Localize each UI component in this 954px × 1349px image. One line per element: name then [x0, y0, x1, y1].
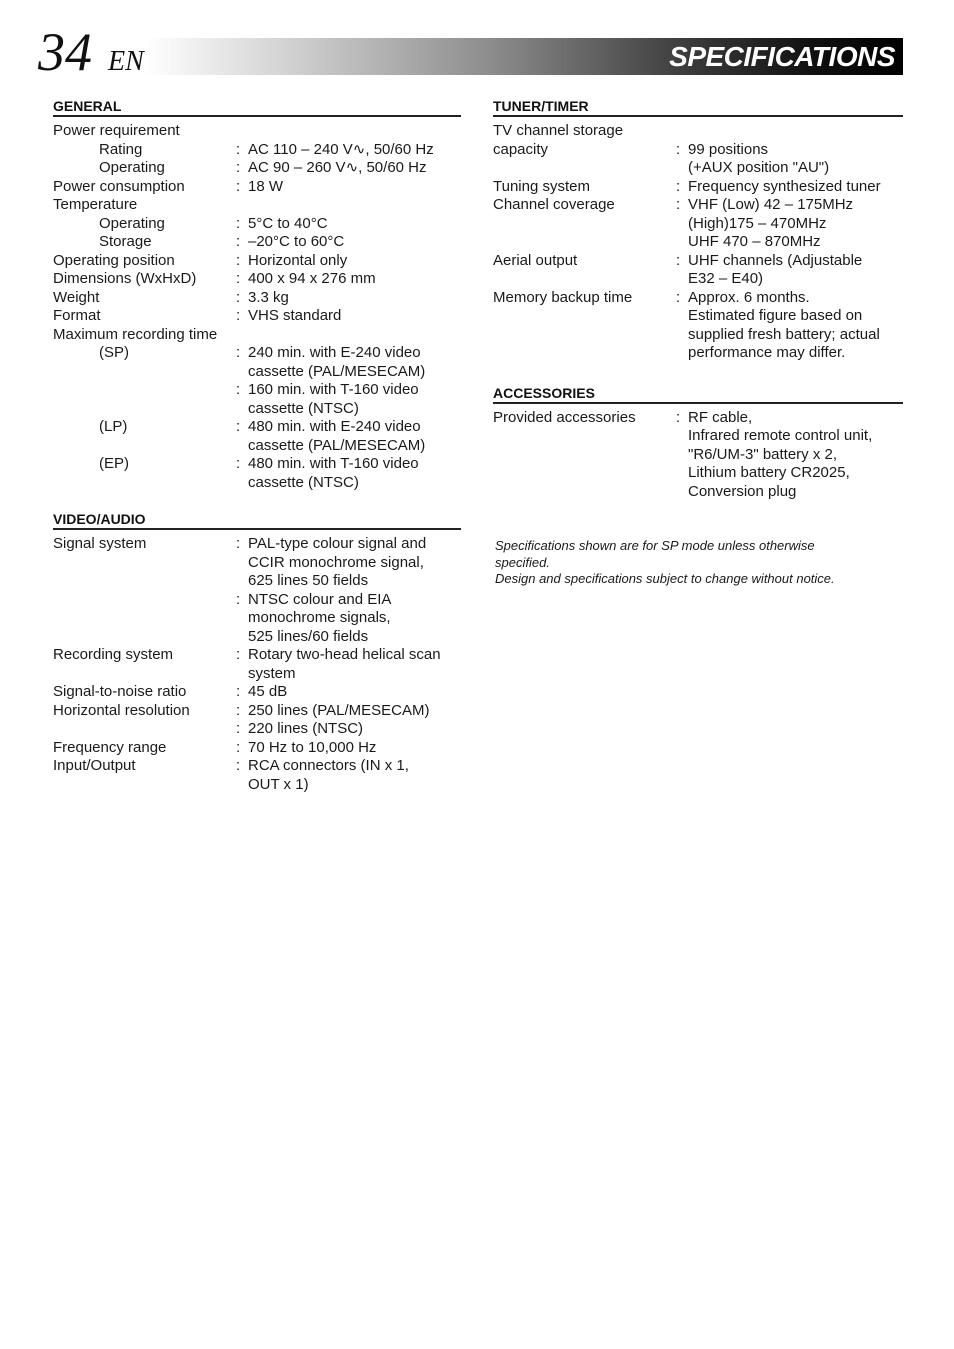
spec-value: CCIR monochrome signal,	[248, 553, 424, 571]
spec-value: cassette (NTSC)	[248, 473, 359, 491]
spec-value: AC 90 – 260 V∿, 50/60 Hz	[248, 159, 427, 176]
spec-value: Lithium battery CR2025,	[688, 464, 850, 481]
separator	[236, 122, 248, 141]
spec-label	[493, 270, 676, 289]
spec-value: UHF channels (Adjustable	[688, 251, 863, 269]
separator: :	[236, 288, 241, 306]
spec-value: 70 Hz to 10,000 Hz	[248, 738, 377, 756]
spec-label: (SP)	[99, 344, 129, 361]
spec-label: (EP)	[99, 455, 129, 472]
separator: :	[236, 757, 241, 774]
section-title: VIDEO/AUDIO	[53, 508, 461, 530]
spec-row	[53, 757, 461, 776]
spec-label: Signal-to-noise ratio	[53, 683, 187, 700]
spec-value: 99 positions	[688, 140, 769, 158]
spec-row	[493, 270, 903, 289]
spec-value: 400 x 94 x 276 mm	[248, 270, 376, 287]
spec-row	[493, 427, 903, 446]
separator: :	[236, 701, 241, 719]
separator: :	[236, 683, 241, 700]
spec-row	[53, 307, 461, 326]
spec-row	[53, 122, 461, 141]
spec-label: Storage	[99, 233, 152, 250]
spec-value: supplied fresh battery; actual	[688, 325, 880, 343]
spec-label	[53, 437, 236, 456]
separator	[236, 474, 248, 493]
spec-label: Operating position	[53, 251, 175, 269]
separator	[236, 363, 248, 382]
spec-row	[53, 535, 461, 554]
spec-row	[53, 702, 461, 721]
spec-label: Operating	[99, 214, 165, 232]
spec-value: Conversion plug	[688, 482, 797, 500]
spec-row	[53, 418, 461, 437]
spec-label	[493, 233, 676, 252]
spec-value	[248, 326, 461, 345]
spec-row	[53, 159, 461, 178]
spec-row	[53, 609, 461, 628]
spec-row	[493, 483, 903, 502]
separator	[236, 572, 248, 591]
spec-label: Operating	[99, 159, 165, 176]
spec-row	[53, 437, 461, 456]
spec-value: 160 min. with T-160 video	[248, 381, 419, 398]
spec-label: Recording system	[53, 646, 174, 663]
spec-row	[53, 683, 461, 702]
separator: :	[676, 177, 681, 195]
separator	[676, 159, 688, 178]
spec-label: Provided accessories	[493, 408, 636, 426]
spec-label: Weight	[53, 288, 100, 306]
spec-label	[53, 572, 236, 591]
language-code: EN	[108, 46, 144, 77]
separator	[676, 427, 688, 446]
separator: :	[676, 288, 681, 306]
separator: :	[676, 251, 681, 269]
spec-value: 480 min. with E-240 video	[248, 418, 421, 435]
spec-label: Signal system	[53, 535, 147, 552]
spec-label: (LP)	[99, 418, 128, 435]
spec-value: VHS standard	[248, 307, 342, 324]
spec-row	[493, 159, 903, 178]
spec-row	[493, 215, 903, 234]
spec-row	[53, 326, 461, 345]
spec-label	[53, 609, 236, 628]
spec-value: Estimated figure based on	[688, 307, 863, 324]
spec-value: "R6/UM-3" battery x 2,	[688, 445, 838, 463]
section-accessories	[493, 382, 903, 502]
separator: :	[236, 590, 241, 608]
spec-value: 18 W	[248, 177, 284, 195]
separator	[236, 554, 248, 573]
note-line: specified.	[495, 554, 550, 570]
spec-value: 625 lines 50 fields	[248, 572, 369, 589]
spec-label	[493, 326, 676, 345]
spec-row	[53, 665, 461, 684]
spec-value: OUT x 1)	[248, 775, 309, 793]
spec-row	[53, 215, 461, 234]
separator: :	[236, 307, 241, 324]
separator	[236, 400, 248, 419]
separator: :	[236, 720, 241, 737]
spec-label	[493, 483, 676, 502]
spec-value: performance may differ.	[688, 344, 846, 361]
spec-label: Channel coverage	[493, 196, 615, 213]
separator: :	[236, 646, 241, 663]
separator	[676, 344, 688, 363]
separator	[676, 464, 688, 483]
separator	[676, 307, 688, 326]
spec-row	[493, 409, 903, 428]
spec-value: AC 110 – 240 V∿, 50/60 Hz	[248, 140, 434, 158]
separator	[676, 215, 688, 234]
spec-label: Horizontal resolution	[53, 701, 190, 719]
spec-value: monochrome signals,	[248, 609, 391, 626]
separator: :	[236, 251, 241, 269]
spec-value: E32 – E40)	[688, 270, 764, 287]
separator: :	[236, 177, 241, 195]
spec-label	[53, 474, 236, 493]
spec-row	[53, 739, 461, 758]
spec-value: cassette (PAL/MESECAM)	[248, 362, 426, 380]
separator	[236, 776, 248, 795]
separator: :	[236, 159, 241, 176]
spec-row	[53, 628, 461, 647]
spec-value: Horizontal only	[248, 251, 348, 269]
spec-row	[53, 720, 461, 739]
spec-label	[493, 427, 676, 446]
spec-row	[53, 196, 461, 215]
spec-row	[53, 178, 461, 197]
spec-value: 525 lines/60 fields	[248, 627, 369, 645]
spec-row	[53, 572, 461, 591]
spec-value	[248, 196, 461, 215]
spec-label: Tuning system	[493, 177, 590, 195]
spec-value: 240 min. with E-240 video	[248, 344, 421, 361]
spec-label	[53, 400, 236, 419]
spec-row	[53, 381, 461, 400]
spec-row	[53, 233, 461, 252]
spec-label: Frequency range	[53, 738, 167, 756]
section-title: TUNER/TIMER	[493, 95, 903, 117]
spec-row	[493, 307, 903, 326]
spec-row	[53, 363, 461, 382]
page-header	[0, 0, 954, 90]
separator: :	[236, 140, 241, 158]
spec-label: TV channel storage	[493, 122, 624, 139]
spec-value: cassette (PAL/MESECAM)	[248, 436, 426, 454]
section-video-audio	[53, 508, 461, 794]
separator	[676, 270, 688, 289]
spec-value: 220 lines (NTSC)	[248, 720, 364, 737]
spec-value: cassette (NTSC)	[248, 399, 359, 417]
note-line: Design and specifications subject to change without notice.	[495, 571, 835, 586]
spec-row	[53, 400, 461, 419]
spec-label: Input/Output	[53, 757, 136, 774]
spec-label: capacity	[493, 140, 549, 158]
separator	[676, 122, 688, 141]
spec-label	[53, 554, 236, 573]
spec-label	[53, 776, 236, 795]
spec-value: (High)175 – 470MHz	[688, 214, 827, 232]
spec-row	[493, 196, 903, 215]
spec-row	[53, 646, 461, 665]
separator: :	[236, 344, 241, 361]
separator: :	[676, 196, 681, 213]
spec-row	[53, 554, 461, 573]
spec-value: system	[248, 664, 296, 682]
spec-row	[53, 344, 461, 363]
spec-value: –20°C to 60°C	[248, 233, 345, 250]
spec-row	[53, 474, 461, 493]
spec-value: VHF (Low) 42 – 175MHz	[688, 196, 854, 213]
separator	[236, 437, 248, 456]
separator	[236, 628, 248, 647]
separator: :	[236, 455, 241, 472]
spec-row	[493, 464, 903, 483]
spec-label: Temperature	[53, 196, 138, 213]
spec-label	[53, 591, 236, 610]
separator: :	[236, 418, 241, 435]
page-number: 34	[38, 22, 92, 82]
note-line: Specifications shown are for SP mode unless otherwise	[495, 538, 815, 553]
spec-value: 480 min. with T-160 video	[248, 455, 419, 472]
spec-value: 3.3 kg	[248, 288, 289, 306]
spec-label: Maximum recording time	[53, 325, 218, 343]
spec-row	[53, 455, 461, 474]
spec-label: Aerial output	[493, 251, 578, 269]
spec-value: Approx. 6 months.	[688, 288, 810, 306]
spec-label	[53, 720, 236, 739]
section-tuner-timer	[493, 95, 903, 363]
spec-value: RCA connectors (IN x 1,	[248, 757, 409, 774]
section-title: ACCESSORIES	[493, 382, 903, 404]
spec-value: Infrared remote control unit,	[688, 427, 873, 444]
separator: :	[236, 214, 241, 232]
spec-row	[53, 591, 461, 610]
separator	[236, 665, 248, 684]
spec-row	[493, 344, 903, 363]
separator: :	[236, 535, 241, 552]
spec-label: Format	[53, 307, 101, 324]
separator	[236, 609, 248, 628]
spec-label	[53, 628, 236, 647]
spec-label: Power requirement	[53, 122, 180, 139]
spec-row	[493, 122, 903, 141]
spec-value: RF cable,	[688, 408, 753, 426]
spec-notes	[495, 538, 905, 588]
spec-label	[493, 344, 676, 363]
left-column	[53, 95, 461, 810]
spec-label	[493, 446, 676, 465]
right-column	[493, 95, 903, 517]
spec-row	[493, 141, 903, 160]
spec-label: Power consumption	[53, 177, 185, 195]
spec-label: Rating	[99, 140, 143, 158]
separator: :	[676, 408, 681, 426]
spec-row	[53, 776, 461, 795]
separator: :	[236, 738, 241, 756]
spec-value	[688, 122, 903, 141]
spec-row	[53, 141, 461, 160]
spec-label	[493, 307, 676, 326]
title-bar	[145, 38, 903, 75]
spec-label	[493, 464, 676, 483]
spec-value: 250 lines (PAL/MESECAM)	[248, 701, 430, 719]
separator: :	[236, 381, 241, 398]
spec-row	[493, 289, 903, 308]
separator	[676, 233, 688, 252]
spec-label: Dimensions (WxHxD)	[53, 270, 197, 287]
spec-row	[493, 446, 903, 465]
spec-row	[493, 233, 903, 252]
separator: :	[676, 140, 681, 158]
separator	[676, 483, 688, 502]
separator	[676, 326, 688, 345]
separator	[676, 446, 688, 465]
spec-value: NTSC colour and EIA	[248, 590, 392, 608]
spec-value: 5°C to 40°C	[248, 214, 328, 232]
spec-label	[53, 363, 236, 382]
separator: :	[236, 270, 241, 287]
section-title: GENERAL	[53, 95, 461, 117]
separator: :	[236, 233, 241, 250]
separator	[236, 326, 248, 345]
spec-label	[53, 665, 236, 684]
spec-value	[248, 122, 461, 141]
spec-row	[493, 252, 903, 271]
spec-value: (+AUX position "AU")	[688, 159, 830, 176]
spec-value: Rotary two-head helical scan	[248, 646, 441, 663]
page-title: SPECIFICATIONS	[669, 41, 895, 72]
spec-label: Memory backup time	[493, 288, 633, 306]
spec-row	[53, 289, 461, 308]
section-general	[53, 95, 461, 492]
spec-row	[493, 178, 903, 197]
spec-label	[493, 159, 676, 178]
spec-row	[53, 270, 461, 289]
separator	[236, 196, 248, 215]
spec-row	[493, 326, 903, 345]
spec-row	[53, 252, 461, 271]
spec-value: 45 dB	[248, 683, 288, 700]
spec-value: UHF 470 – 870MHz	[688, 233, 821, 250]
spec-label	[493, 215, 676, 234]
spec-label	[53, 381, 236, 400]
spec-value: PAL-type colour signal and	[248, 535, 427, 552]
spec-value: Frequency synthesized tuner	[688, 177, 881, 195]
